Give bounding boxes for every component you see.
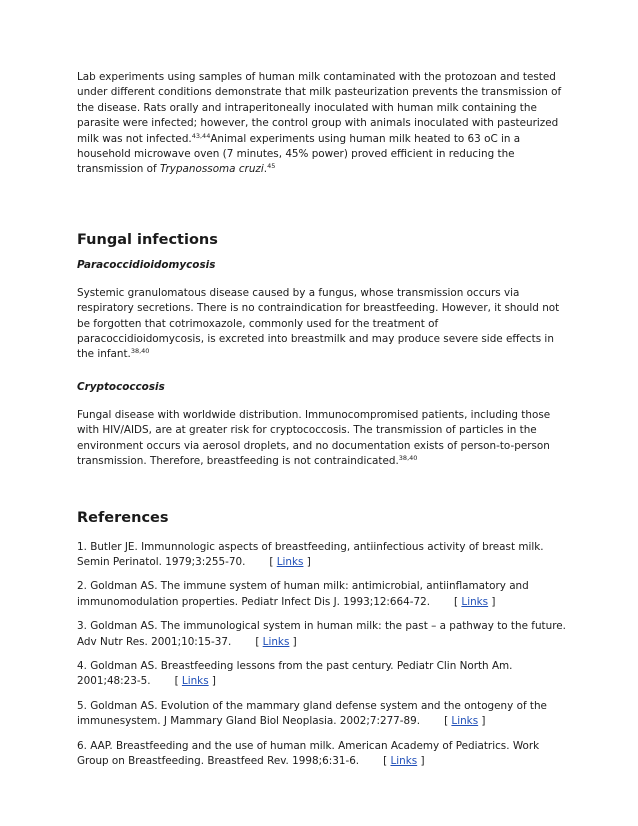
links-bracket: [ Links ] xyxy=(269,555,311,568)
subheading-paracoccidioidomycosis: Paracoccidioidomycosis xyxy=(77,258,216,271)
links-bracket: [ Links ] xyxy=(255,635,297,648)
reference-item: 4. Goldman AS. Breastfeeding lessons from the past century. Pediatr Clin North Am. 2001;48:23-5. [ Links ] xyxy=(77,659,513,688)
reference-item: 5. Goldman AS. Evolution of the mammary gland defense system and the ontogeny of the immunesystem. J Mammary Gland Biol Neoplasia. 2002;7:277-89. [ Links ] xyxy=(77,699,547,728)
links-bracket: [ Links ] xyxy=(383,754,425,767)
section-heading-references: References xyxy=(77,509,169,526)
reference-item: 6. AAP. Breastfeeding and the use of human milk. American Academy of Pediatrics. Work Group on Breastfeeding. Breastfeed Rev. 1998;6:31-6. [ Links ] xyxy=(77,739,540,767)
subheading-cryptococcosis: Cryptococcosis xyxy=(77,380,165,393)
paragraph-cryptococcosis: Fungal disease with worldwide distribution. Immunocompromised patients, including those with HIV/AIDS, are at greater risk for cryptococcosis. The transmission of particles in the environment occurs via aerosol droplets, and no documentation exists of person-to-person transmission. Therefore, breastfeeding is not contraindicated.$^{38,40}$ xyxy=(77,408,551,468)
reference-item: 3. Goldman AS. The immunological system in human milk: the past – a pathway to the future. Adv Nutr Res. 2001;10:15-37. [ Links ] xyxy=(77,620,566,648)
links-bracket: [ Links ] xyxy=(454,595,496,608)
reference-link[interactable]: Links xyxy=(262,635,290,648)
paragraph-paracoccidioidomycosis: Systemic granulomatous disease caused by a fungus, whose transmission occurs via respiratory secretions. There is no contraindication for breastfeeding. However, it should not be forgotten that cotrimoxazole, commonly used for the treatment of paracoccidioidomycosis, is excreted into breastmilk and may produce severe side effects in the infant.$^{38,40}$ xyxy=(77,286,560,361)
reference-item: 1. Butler JE. Immunnologic aspects of breastfeeding, antiinfectious activity of breast milk. Semin Perinatol. 1979;3:255-70. [ Links ] xyxy=(77,540,544,568)
reference-link[interactable]: Links xyxy=(461,595,489,608)
citation-superscript: 45 xyxy=(267,162,276,171)
reference-link[interactable]: Links xyxy=(451,715,479,728)
species-name: Trypanossoma cruzi xyxy=(160,163,264,176)
links-bracket: [ Links ] xyxy=(174,675,216,688)
citation-superscript: 43,44 xyxy=(191,131,211,140)
reference-link[interactable]: Links xyxy=(181,675,209,688)
reference-list xyxy=(77,540,568,770)
reference-link[interactable]: Links xyxy=(276,555,304,568)
citation-superscript: 38,40 xyxy=(398,454,418,463)
links-bracket: [ Links ] xyxy=(444,715,486,728)
citation-superscript: 38,40 xyxy=(130,347,150,356)
reference-link[interactable]: Links xyxy=(390,754,418,767)
section-heading-fungal: Fungal infections xyxy=(77,231,218,248)
reference-item: 2. Goldman AS. The immune system of human milk: antimicrobial, antiinflamatory and immunomodulation properties. Pediatr Infect Dis J. 1993;12:664-72. [ Links ] xyxy=(77,580,529,608)
intro-paragraph: Lab experiments using samples of human milk contaminated with the protozoan and tested under different conditions demonstrate that milk pasteurization prevents the transmission of the disease. Rats orally and intraperitoneally inoculated with human milk containing the parasite were infected; however, the control group with animals inoculated with pasteurized milk was not infected.$^{43,44}$Animal experiments using human milk heated to 63 oC in a household microwave oven (7 minutes, 45% power) proved efficient in reducing the transmission of Trypanossoma cruzi.$^{45}$ xyxy=(77,71,562,176)
